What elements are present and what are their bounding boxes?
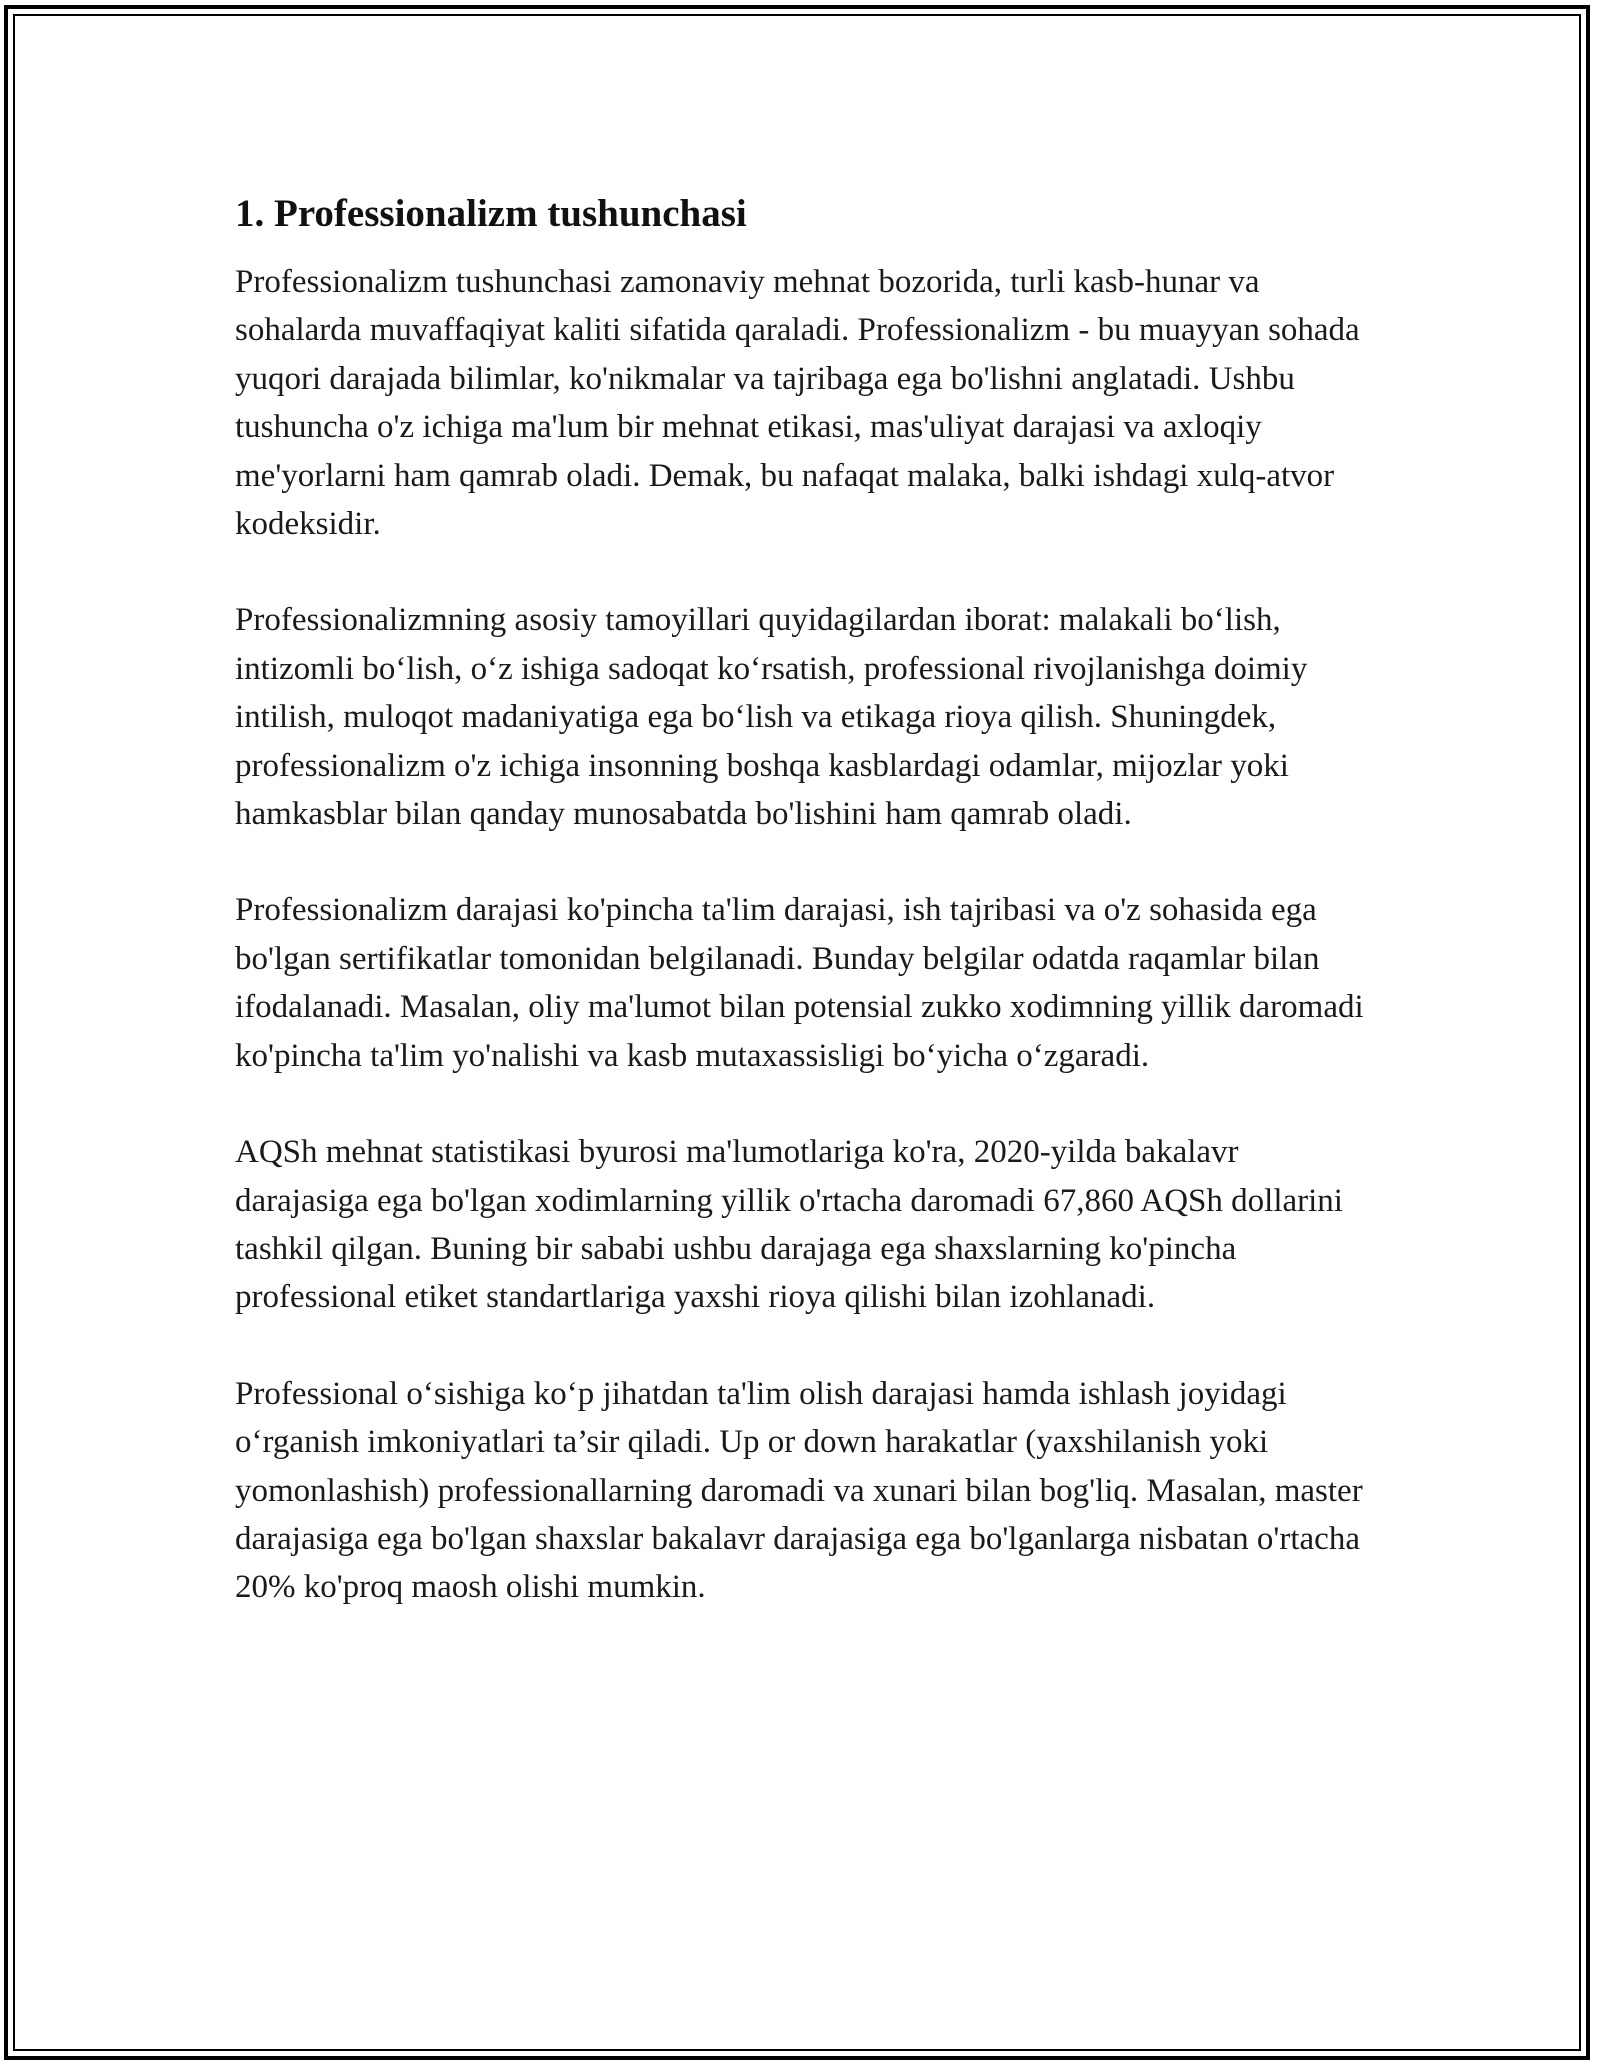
paragraph-1: Professionalizm tushunchasi zamonaviy mehnat bozorida, turli kasb-hunar va sohalarda muvaffaqiyat kaliti sifatida qaraladi. Professionalizm - bu muayyan sohada yuqori darajada bilimlar, ko'nikmalar va tajribaga ega bo'lishni anglatadi. Ushbu tushuncha o'z ichiga ma'lum bir mehnat etikasi, mas'uliyat darajasi va axloqiy me'yorlarni ham qamrab oladi. Demak, bu nafaqat malaka, balki ishdagi xulq-atvor kodeksidir. [235,264,1360,543]
paragraph-2: Professionalizmning asosiy tamoyillari quyidagilardan iborat: malakali bo‘lish, intizomli bo‘lish, o‘z ishiga sadoqat ko‘rsatish, professional rivojlanishga doimiy intilish, muloqot madaniyatiga ega bo‘lish va etikaga rioya qilish. Shuningdek, professionalizm o'z ichiga insonning boshqa kasblardagi odamlar, mijozlar yoki hamkasblar bilan qanday munosabatda bo'lishini ham qamrab oladi. [235,602,1308,833]
paragraph-5: Professional o‘sishiga ko‘p jihatdan ta'lim olish darajasi hamda ishlash joyidagi o‘rganish imkoniyatlari ta’sir qiladi. Up or down harakatlar (yaxshilanish yoki yomonlashish) professionallarning daromadi va xunari bilan bog'liq. Masalan, master darajasiga ega bo'lgan shaxslar bakalavr darajasiga ega bo'lganlarga nisbatan o'rtacha 20% ko'proq maosh olishi mumkin. [235,1375,1363,1606]
paragraph-3: Professionalizm darajasi ko'pincha ta'lim darajasi, ish tajribasi va o'z sohasida ega bo'lgan sertifikatlar tomonidan belgilanadi. Bunday belgilar odatda raqamlar bilan ifodalanadi. Masalan, oliy ma'lumot bilan potensial zukko xodimning yillik daromadi ko'pincha ta'lim yo'nalishi va kasb mutaxassisligi bo‘yicha o‘zgaradi. [235,892,1364,1074]
document-body [235,188,1365,1612]
document-title: 1. Professionalizm tushunchasi [235,192,747,235]
paragraph-4: AQSh mehnat statistikasi byurosi ma'lumotlariga ko'ra, 2020-yilda bakalavr darajasiga ega bo'lgan xodimlarning yillik o'rtacha daromadi 67,860 AQSh dollarini tashkil qilgan. Buning bir sababi ushbu darajaga ega shaxslarning ko'pincha professional etiket standartlariga yaxshi rioya qilishi bilan izohlanadi. [235,1134,1343,1316]
